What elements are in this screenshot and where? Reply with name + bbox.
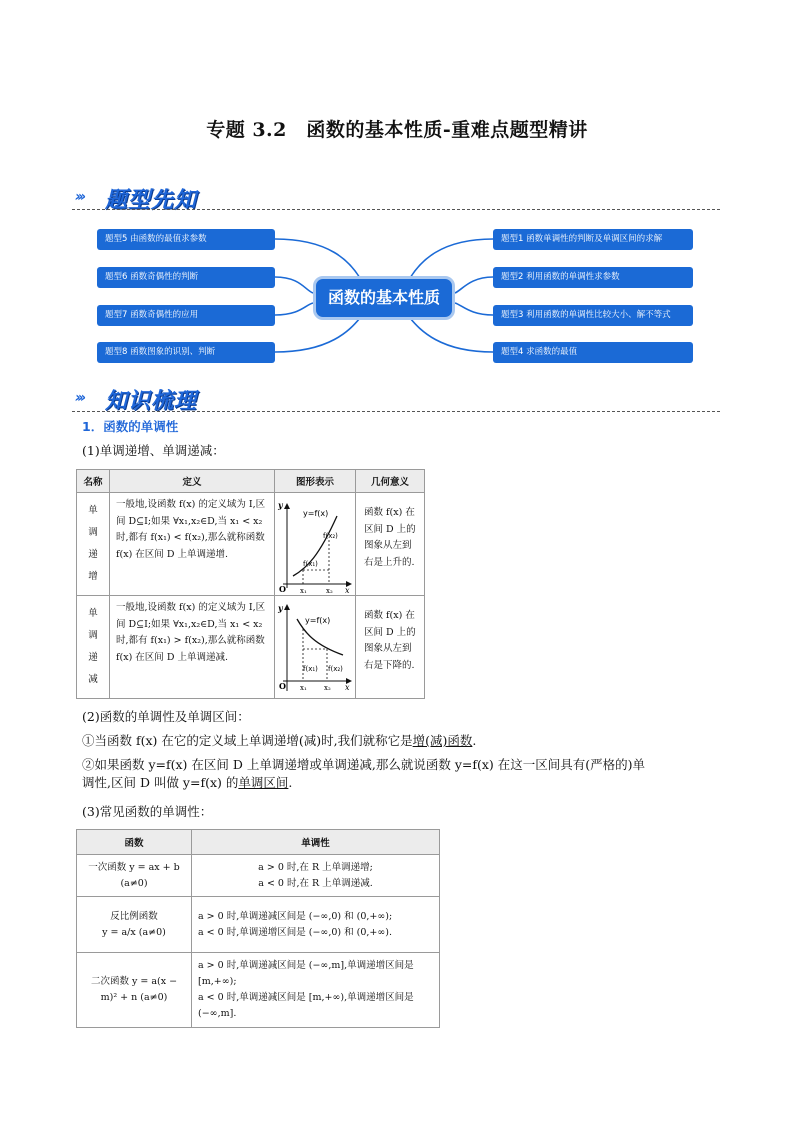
monotonicity-table [76, 469, 425, 699]
table-cell-geometry: 函数 f(x) 在区间 D 上的图象从左到右是下降的. [356, 596, 425, 699]
table-cell-function: 二次函数 y = a(x − m)² + n (a≠0) [77, 953, 192, 1028]
mindmap-item-left: 题型6 函数奇偶性的判断 [97, 267, 275, 288]
mindmap-center: 函数的基本性质 [313, 276, 455, 320]
table-cell-monotonicity: a > 0 时,单调递减区间是 (−∞,m],单调递增区间是 [m,+∞); a < 0 时,单调递减区间是 [m,+∞),单调递增区间是 (−∞,m]. [192, 953, 440, 1028]
graph-label: O [279, 584, 286, 594]
section-label: 题型先知 [105, 188, 198, 213]
subheading: (1)单调递增、单调递减： [82, 443, 225, 458]
common-functions-table [76, 829, 440, 1028]
mindmap-item-right: 题型3 利用函数的单调性比较大小、解不等式 [493, 305, 693, 326]
page-title: 专题 3.2 函数的基本性质-重难点题型精讲 [206, 119, 588, 141]
table-header: 名称 [77, 470, 110, 493]
underlined-term: 增(减)函数 [412, 733, 473, 748]
mindmap-item-left: 题型8 函数图象的识别、判断 [97, 342, 275, 363]
graph-label: f(x₁) [303, 560, 318, 568]
heading-monotonicity: 1．函数的单调性 [82, 419, 179, 434]
table-header: 单调性 [192, 830, 440, 855]
mindmap-item-right: 题型1 函数单调性的判断及单调区间的求解 [493, 229, 693, 250]
mindmap-item-left: 题型5 由函数的最值求参数 [97, 229, 275, 250]
paragraph: ①当函数 f(x) 在它的定义域上单调递增(减)时,我们就称它是增(减)函数. [82, 733, 477, 748]
table-header: 函数 [77, 830, 192, 855]
graph-label: y=f(x) [305, 616, 331, 625]
table-cell-function: 反比例函数 y = a/x (a≠0) [77, 897, 192, 953]
graph-label: f(x₂) [328, 665, 343, 673]
mindmap-connectors [0, 0, 794, 400]
mindmap-item-left: 题型7 函数奇偶性的应用 [97, 305, 275, 326]
mindmap-item-right: 题型4 求函数的最值 [493, 342, 693, 363]
mindmap-item-right: 题型2 利用函数的单调性求参数 [493, 267, 693, 288]
paragraph: ②如果函数 y=f(x) 在区间 D 上单调递增或单调递减,那么就说函数 y=f(x) 在这一区间具有(严格的)单 调性,区间 D 叫做 y=f(x) 的单调区间. [82, 757, 646, 790]
graph-label: x₂ [324, 684, 331, 692]
table-cell-definition: 一般地,设函数 f(x) 的定义域为 I,区间 D⊆I;如果 ∀x₁,x₂∈D,当 x₁ < x₂ 时,都有 f(x₁) > f(x₂),那么就称函数 f(x) 在区间 D 上单调递减. [110, 596, 275, 699]
graph-label: y [278, 603, 283, 613]
increasing-graph [275, 493, 356, 596]
divider [72, 411, 720, 412]
table-header: 几何意义 [356, 470, 425, 493]
graph-label: x₂ [326, 587, 333, 594]
graph-label: y=f(x) [303, 509, 329, 518]
subheading: (2)函数的单调性及单调区间： [82, 709, 250, 724]
graph-label: y [278, 500, 283, 510]
graph-label: x [345, 683, 350, 692]
table-cell-monotonicity: a > 0 时,单调递减区间是 (−∞,0) 和 (0,+∞); a < 0 时,单调递增区间是 (−∞,0) 和 (0,+∞). [192, 897, 440, 953]
chevron-icon: ››› [75, 189, 84, 205]
table-cell-definition: 一般地,设函数 f(x) 的定义域为 I,区间 D⊆I;如果 ∀x₁,x₂∈D,当 x₁ < x₂ 时,都有 f(x₁) < f(x₂),那么就称函数 f(x) 在区间 D 上单调递增. [110, 493, 275, 596]
section-banner-knowledge [75, 384, 225, 414]
table-cell-name: 单调递增 [77, 493, 110, 596]
table-cell-function: 一次函数 y = ax + b (a≠0) [77, 855, 192, 897]
graph-label: x [345, 586, 350, 594]
graph-label: x₁ [300, 587, 307, 594]
graph-label: O [279, 681, 286, 691]
table-header: 定义 [110, 470, 275, 493]
subheading: (3)常见函数的单调性： [82, 804, 213, 819]
underlined-term: 单调区间 [238, 775, 289, 790]
table-cell-monotonicity: a > 0 时,在 R 上单调递增; a < 0 时,在 R 上单调递减. [192, 855, 440, 897]
table-cell-name: 单调递减 [77, 596, 110, 699]
graph-label: f(x₂) [323, 532, 338, 540]
section-label: 知识梳理 [105, 389, 198, 414]
decreasing-graph [275, 596, 356, 699]
table-cell-geometry: 函数 f(x) 在区间 D 上的图象从左到右是上升的. [356, 493, 425, 596]
graph-label: f(x₁) [303, 665, 318, 673]
graph-label: x₁ [300, 684, 307, 692]
chevron-icon: ››› [75, 390, 84, 406]
table-header: 图形表示 [275, 470, 356, 493]
